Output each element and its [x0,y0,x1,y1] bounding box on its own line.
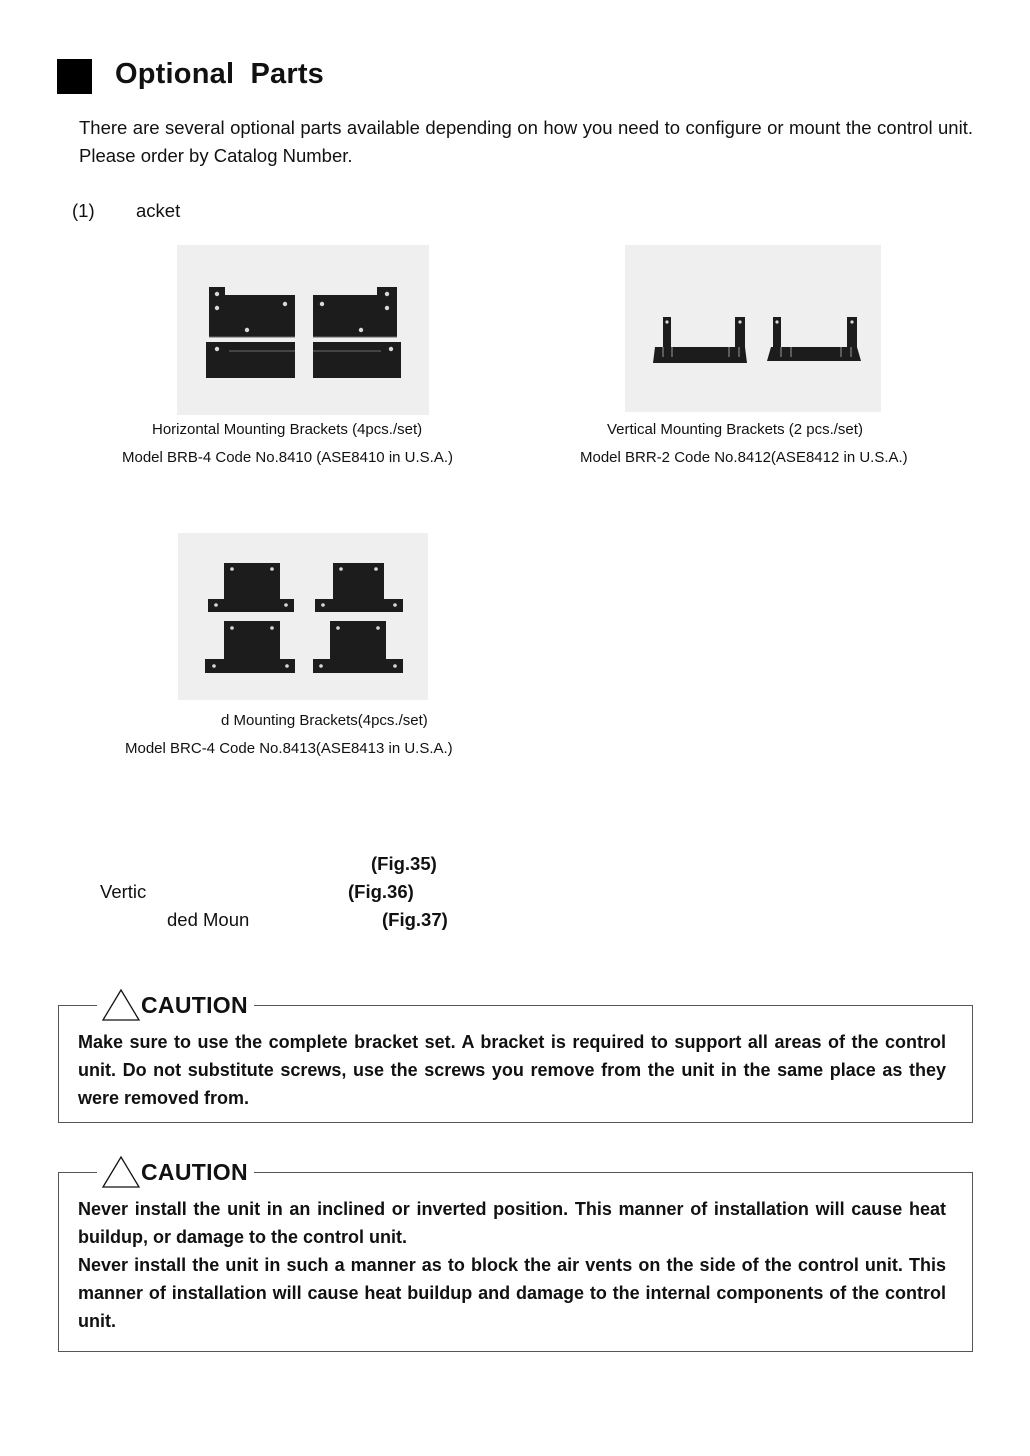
caution-box-installation [58,1158,973,1352]
caution-text [78,1028,946,1112]
section-number: (1) [72,200,95,221]
fig-ref-35: (Fig.35) [371,853,437,874]
vertical-brackets-title: Vertical Mounting Brackets (2 pcs./set) [607,421,863,438]
brc4-brackets-title: d Mounting Brackets(4pcs./set) [221,712,428,729]
intro-paragraph: There are several optional parts available depending on how you need to configure or mount the control unit. Please order by Catalog Number. [79,117,973,166]
caution-paragraph: Never install the unit in an inclined or inverted position. This manner of installation will cause heat buildup, or damage to the control unit. [78,1199,946,1247]
fig-ref-36: (Fig.36) [348,881,414,902]
vertical-brackets-photo [625,245,881,412]
brc4-brackets-model: Model BRC-4 Code No.8413(ASE8413 in U.S.A.) [125,740,453,757]
heading-marker [57,59,92,94]
horizontal-brackets-title: Horizontal Mounting Brackets (4pcs./set) [152,421,423,438]
caution-text [78,1195,946,1335]
fig-ref-label: Vertic [100,881,147,902]
section-label: acket [136,200,181,221]
caution-box-bracket-set [58,991,973,1123]
warning-triangle-icon [101,1155,141,1189]
page-title: Optional Parts [115,58,324,90]
vertical-brackets-model: Model BRR-2 Code No.8412(ASE8412 in U.S.A.) [580,449,908,466]
caution-label: CAUTION [141,1158,248,1185]
horizontal-brackets-image [177,245,429,415]
caution-title [97,988,254,1022]
warning-triangle-icon [101,988,141,1022]
caution-paragraph: Never install the unit in such a manner as to block the air vents on the side of the control unit. This manner of installation will cause heat buildup and damage to the internal components of the control unit. [78,1255,946,1331]
fig-ref-label: ded Moun [167,909,250,930]
brc4-brackets-photo [178,533,428,700]
caution-title [97,1155,254,1189]
fig-ref-37: (Fig.37) [382,909,448,930]
horizontal-brackets-model: Model BRB-4 Code No.8410 (ASE8410 in U.S.A.) [122,449,454,466]
vertical-brackets-image [625,245,881,412]
brc4-brackets-image [178,533,428,700]
caution-paragraph: Make sure to use the complete bracket set. A bracket is required to support all areas of the control unit. Do not substitute screws, use the screws you remove from the unit in the same place as they were removed from. [78,1032,946,1108]
horizontal-brackets-photo [177,245,429,415]
caution-label: CAUTION [141,991,248,1018]
